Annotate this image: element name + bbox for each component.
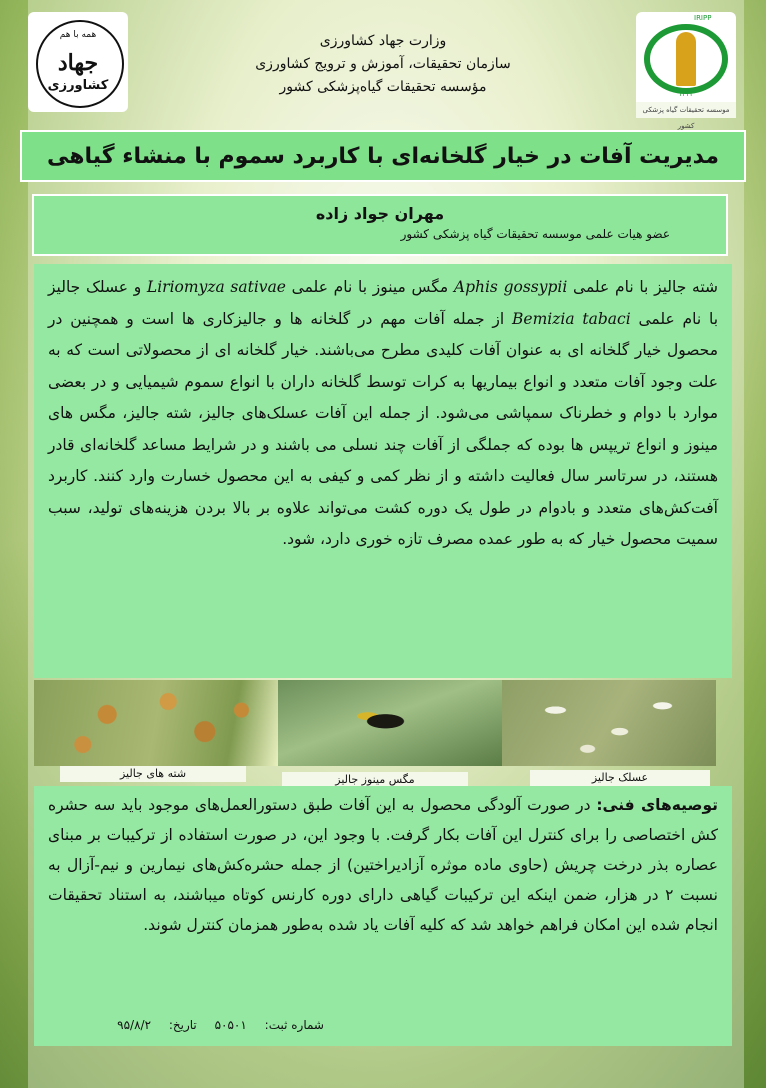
header — [200, 30, 566, 99]
registration-number: ۵۰۵۰۱ — [214, 1018, 247, 1032]
ministry-name: وزارت جهاد کشاورزی — [319, 33, 447, 49]
body-part-a: شته جالیز با نام علمی — [567, 278, 718, 296]
whitefly-photo — [502, 680, 716, 766]
scientific-name-bemisia: Bemizia tabaci — [512, 309, 631, 328]
logo-word-jahad: جهاد — [57, 50, 99, 76]
page-title: مدیریت آفات در خیار گلخانه‌ای با کاربرد سموم با منشاء گیاهی — [47, 143, 719, 169]
body-part-c: و عسلک جالیز با نام علمی — [48, 278, 719, 328]
registration-date: ۹۵/۸/۲ — [117, 1018, 152, 1032]
whitefly-caption: عسلک جالیز — [530, 770, 710, 786]
scientific-name-aphis: Aphis gossypii — [453, 278, 568, 296]
wheat-icon — [676, 32, 696, 86]
recommendation-box — [34, 786, 732, 1046]
body-text — [34, 264, 732, 678]
author-affiliation: عضو هیات علمی موسسه تحقیقات گیاه پزشکی کشور — [400, 227, 670, 241]
date-label: تاریخ: — [168, 1018, 197, 1032]
registration-label: شماره ثبت: — [264, 1018, 324, 1032]
registration-info — [54, 1018, 324, 1032]
title-bar — [20, 130, 746, 182]
leafminer-photo — [278, 680, 502, 766]
logo-caption: موسسه تحقیقات گیاه پزشکی کشور — [636, 102, 736, 118]
aphid-photo — [34, 680, 278, 766]
institute-name: مؤسسه تحقیقات گیاه‌پزشکی کشور — [279, 79, 487, 95]
institute-abbr: IRIPP — [694, 14, 712, 22]
photo-strip — [34, 680, 716, 780]
logo-top-text: همه با هم — [59, 30, 97, 40]
recommendation-heading: توصیه‌های فنی: — [596, 796, 718, 814]
body-part-d: از جمله آفات مهم در گلخانه ها و جالیزکاری ها است و همچنین در محصول خیار گلخانه ای به عنوان آفات کلیدی مطرح می‌باشند. خیار گلخانه ای از محصولاتی است که به علت وجود آفات متعدد و انواع بیماریها به کرات توسط گلخانه داران با انواع سموم شیمیایی و در بعضی موارد با دوام و خطرناک سمپاشی می‌شود. از جمله این آفات عسلک‌های جالیز، شته جالیز، مگس های مینوز و انواع تریپس ها بوده که جملگی از آفات چند نسلی می باشند و در شرایط مساعد گلخانه‌ای قادر هستند، در سرتاسر سال فعالیت داشته و از نظر کمی و کیفی به این محصول خسارت وارد کنند. کاربرد آفت‌کش‌های متعدد و بادوام در طول یک دوره کشت می‌تواند علاوه بر بالا بردن هزینه‌های تولید، سبب سمیت محصول خیار که به طور عمده مصرف تازه خوری دارد، شود. — [48, 309, 718, 548]
body-part-b: مگس مینوز با نام علمی — [285, 278, 454, 296]
logo-word-keshavarzi: کشاورزی — [47, 78, 109, 93]
leafminer-caption: مگس مینوز جالیز — [282, 772, 468, 788]
aphid-caption: شته های جالیز — [60, 766, 246, 782]
jahad-keshavarzi-logo — [28, 12, 128, 112]
logo-year: ۱۳۲۲ — [678, 90, 694, 98]
institute-logo — [636, 12, 736, 130]
organization-name: سازمان تحقیقات، آموزش و ترویج کشاورزی — [255, 56, 511, 72]
author-box — [32, 194, 728, 256]
scientific-name-liriomyza: Liriomyza sativae — [146, 278, 286, 296]
recommendation-text: در صورت آلودگی محصول به این آفات طبق دستورالعمل‌های موجود باید سه حشره کش اختصاصی را برای کنترل این آفات بکار گرفت. با وجود این، در صورت استفاده از ترکیبات بر مبنای عصاره بذر درخت چریش (حاوی ماده موثره آزادیراختین) از جمله حشره‌کش‌های نیمارین و نیم-آزال به نسبت ۲ در هزار، ضمن اینکه این ترکیبات گیاهی دارای دوره کارنس کوتاه میباشند، به استناد تحقیقات انجام شده این امکان فراهم خواهد شد که کلیه آفات یاد شده به‌طور همزمان کنترل شوند. — [48, 796, 718, 934]
author-name: مهران جواد زاده — [315, 204, 445, 223]
